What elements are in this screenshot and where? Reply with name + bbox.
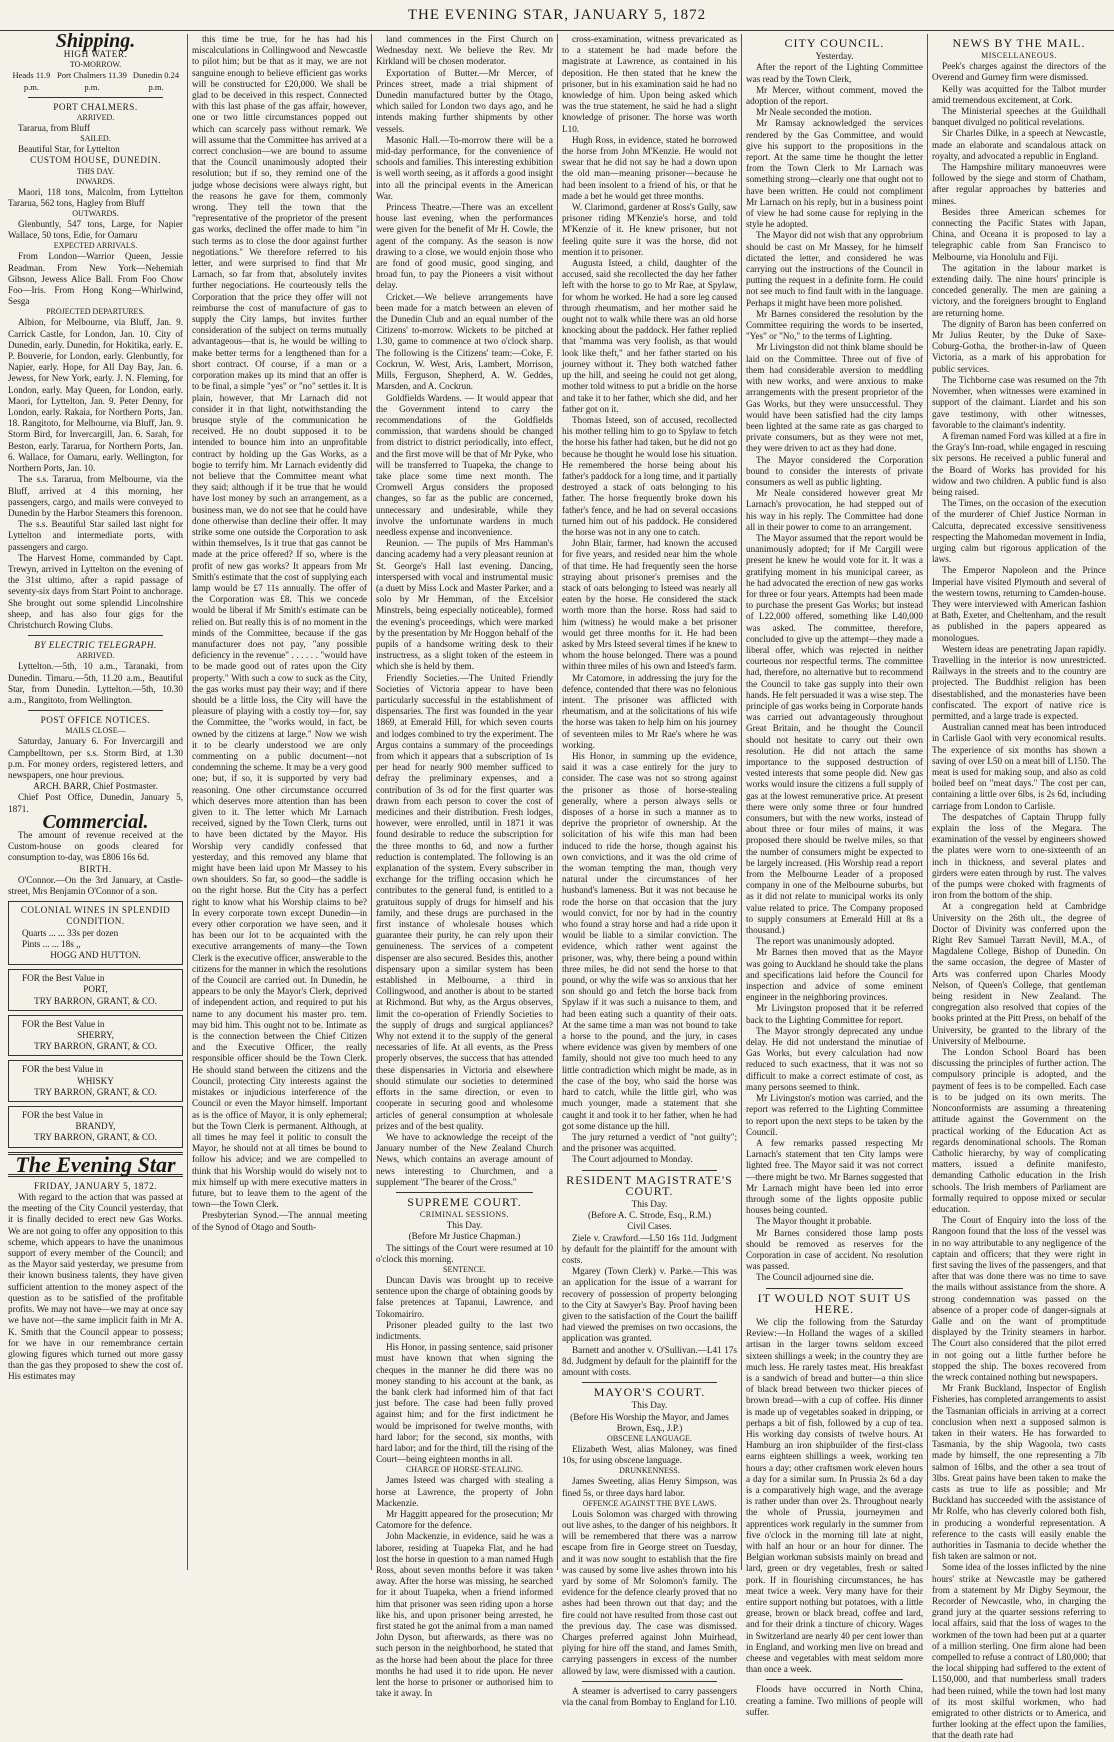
synod-continued: land commences in the First Church on Wednesday next. We believe the Rev. Mr Kirkland will be chosen moderator. <box>376 34 553 67</box>
sailed-text: Beautiful Star, for Lyttelton <box>18 144 120 155</box>
news-item: Some idea of the losses inflicted by the nine hours' strike at Newcastle may be gathered from a statement by Mr Digby Seymour, the Recorder of Newcastle, who, in charging the grand jury at the quarter sessions referring to local affairs, said that the loss of wages to the workmen of the town had been put at a quarter of a million sterling. One firm alone had been compelled to refuse a contract of L80,000; that the local shipping had suffered to the extent of L150,000, and that numberless small traders had been ruined, while the town had lost many of its most skilful workmen, who had emigrated to other districts or to America, and further looking at the effect upon the families, that the death rate had <box>932 1562 1106 1741</box>
steamer-para: A steamer is advertised to carry passengers via the canal from Bombay to England for L10. <box>562 1685 737 1708</box>
birth-heading: BIRTH. <box>79 863 112 874</box>
sailed-label: SAILED. <box>80 134 111 144</box>
outwards-text: Glenbuntly, 547 tons, Large, for Napier Wallace, 50 tons, Edie, for Oamaru <box>8 219 183 241</box>
drunkenness-label: DRUNKENNESS. <box>619 1466 680 1476</box>
advert-line: TRY BARRON, GRANT, & CO. <box>34 995 157 1006</box>
projected-label: PROJECTED DEPARTURES. <box>46 307 145 317</box>
horse-stealing-label: CHARGE OF HORSE-STEALING. <box>405 1465 524 1475</box>
court-text: Hugh Ross, in evidence, stated he borrowed the horse from John M'Kenzie. He would not swear that he did not say he had a down upon the old man—meaning prisoner—because he had been insolent to a friend of his, or that he made a bet he would get three months. <box>562 134 737 201</box>
commercial-heading: Commercial. <box>42 810 149 833</box>
advert-item: BRANDY, <box>75 1121 116 1132</box>
projected-text: Albion, for Melbourne, via Bluff, Jan. 9. Carrick Castle, for London, Jan. 10. City of Dunedin, early. Dunedin, for Hokitika, early. E. P. Bouverie, for London, early. Glenbuntly, for Napier, early. Hope, for All Day Bay, Jan. 6. Jewess, for New York, early. J. N. Fleming, for London, early. May Queen, for London, early. Maori, for Lyttelton, Jan. 9. Peter Denny, for London, early. Rakaia, for Northern Ports, Jan. 18. Rangitoto, for Melbourne, via Bluff, Jan. 9. Storm Bird, for Invercargill, Jan. 6. Sarah, for Beston, early. Tararua, for Northern Ports, Jan. 6. Wallace, for Oamaru, early. Wellington, for Northern Ports, Jan. 10. <box>8 317 183 474</box>
reunion-para: Reunion. — The pupils of Mrs Hamman's dancing academy had a very pleasant reunion at St. George's Hall last evening. Dancing, interspersed with vocal and instrumental music (a duett by Miss Lock and Master Parker, and a solo by Mr Hemman, of the Excelsior Minstrels, being especially noticeable), formed the evening's proceedings, which were marked by the presentation by Mr Hoggon behalf of the pupils of a handsome writing desk to their instructress, as a slight token of the esteem in which she is held by them. <box>376 538 553 672</box>
outwards-label: OUTWARDS. <box>72 209 119 219</box>
court-text: Mgarey (Town Clerk) v. Parke.—This was an application for the issue of a warrant for recovery of possession of property belonging to the City at Sawyer's Bay. Proof having been given to the satisfaction of the Court the bailiff had viewed the premises on two occasions, the application was granted. <box>562 1266 737 1344</box>
harvest-para: The Harvest Home, commanded by Capt. Trewyn, arrived in Lyttelton on the evening of the 31st ultimo, after a rapid passage of seventy-six days from Start Point to anchorage. She brought out some splendid Lincolnshire sheep, and has also four gigs for the Christchurch Rowing Clubs. <box>8 552 183 630</box>
tide-heads: Heads 11.9 p.m. <box>12 70 51 92</box>
council-text: Mr Livingston's motion was carried, and the report was referred to the Lighting Committee to report upon the next steps to be taken by the Council. <box>746 1093 923 1137</box>
advert-item: SHERRY, <box>77 1030 114 1041</box>
advert-line: FOR the best Value in <box>22 1064 103 1075</box>
council-text: Mr Livingston did not think blame should be laid on the Committee. Three out of five of them had considerable aversion to meddling with new works, and were anxious to make arrangements with the present proprietor of the Gas Works, but they were unsuccessful. They would have been satisfied had the city lamps been lighted at the same rate as gas charged to private consumers, but as they were not met, they were driven to act as they had done. <box>746 342 923 454</box>
news-item: The Times, on the occasion of the execution of the murderer of Chief Justice Norman in Calcutta, deprecated excessive sensitiveness respecting the Mahomedan movement in India, urging calm but rigorous application of the laws. <box>932 498 1106 565</box>
arrived-label: ARRIVED. <box>76 113 115 123</box>
wardens-para: Goldfields Wardens. — It would appear that the Government intend to carry the recommendations of the Goldfields commission, that wardens should be changed from district to district periodically, into effect, and the first move will be that of Mr Pyke, who will be transferred to Tuapeka, the change to take place some time next month. The Cromwell Argus considers the proposed changes, so far as the public are concerned, unnecessary and undesirable, while they involve the unfortunate wardens in much needless expense and inconvenience. <box>376 392 553 537</box>
advert-line: FOR the Best Value in <box>22 1018 105 1029</box>
council-text: Mr Barnes then moved that as the Mayor was going to Auckland he should take the plans and specifications laid before the Council for inspection and advice of some eminent engineer in the neighboring provinces. <box>746 947 923 1003</box>
shipping-heading: Shipping. <box>55 30 136 52</box>
obscene-label: OBSCENE LANGUAGE. <box>607 1433 692 1443</box>
news-item: At a congregation held at Cambridge University on the 26th ult., the degree of Doctor of Divinity was conferred upon the Right Rev Samuel Tarratt Nevill, M.A., of Magdalene College, Bishop of Dunedin. On the same occasion, the degree of Master of Arts was conferred upon Charles Moody Nelson, of Queen's College, that gentleman being resident in New Zealand. The congregation also resolved that copies of the books printed at the Pitt Press, on behalf of the University, be granted to the library of the University of Melbourne. <box>932 901 1106 1046</box>
miscellaneous-label: MISCELLANEOUS. <box>981 51 1057 61</box>
court-text: The Court adjourned to Monday. <box>572 1154 693 1165</box>
judge-label: (Before Mr Justice Chapman.) <box>408 1231 521 1242</box>
court-text: James Sweeting, alias Henry Simpson, was fined 5s, or three days hard labor. <box>562 1476 737 1498</box>
court-text: Augusta Isteed, a child, daughter of the accused, said she recollected the day her father left with the horse to go to Mr Rae, at Spylaw, for whom he worked. He had a sore leg caused through rheumatism, and her mother said he ought not to walk while there was an old horse knocking about the paddock. Her father replied that "mamma was very foolish, as that would look like theft," and her father started on his journey without it. They both watched father up the hill, and seeing he could not get along, mother told witness to put a bridle on the horse and take it to her father, which she did, and her father got on it. <box>562 258 737 414</box>
quarts-line: Quarts ... ... 33s per dozen <box>22 927 119 938</box>
court-text: Mr Haggitt appeared for the prosecution; Mr Catomore for the defence. <box>376 1509 553 1531</box>
masonic-para: Masonic Hall.—To-morrow there will be a mid-day performance, for the convenience of schools and families. This interesting exhibition is well worth seeing, as it affords a good insight into all the principal events in the American War. <box>376 134 553 201</box>
news-item: Sir Charles Dilke, in a speech at Newcastle, made an elaborate and scandalous attack on royalty, and advocated a republic in England. <box>932 128 1106 161</box>
brandy-advert <box>8 1106 183 1148</box>
post-office-heading: POST OFFICE NOTICES. <box>40 715 151 726</box>
news-item: The Ministerial speeches at the Guildhall banquet divulged no political revelations. <box>932 106 1106 128</box>
council-text: The report was unanimously adopted. <box>756 936 895 947</box>
leader-text: With regard to the action that was passed at the meeting of the City Council yesterday, that it is finally decided to erect new Gas Works. We are not going to offer any opposition to this scheme, which appears to have the unanimous support of every member of the Council; and as the Mayor said yesterday, we presume from their known business talents, they have given sufficient attention to the money aspect of the question as to be satisfied of the profitable profits. We may not have—we may at once say we have not—the same implicit faith in Mr A. K. Smith that the Council appear to possess; for we have in our remembrance certain glowing figures which turned out more gassy than the gas they proposed to shew the cost of. His estimates may <box>8 1192 183 1382</box>
column-2 <box>188 34 372 1570</box>
high-water-heading: HIGH WATER. <box>63 49 128 60</box>
court-text: John Mackenzie, in evidence, said he was a laborer, residing at Tuapeka Flat, and he had lost the horse in question to a man named Hugh Ross, about seven months before it was taken away. After the horse was missing, he searched for it about Tuapeka, when a friend informed him that prisoner was seen riding upon a horse like his, and upon prisoner being arrested, he first stated he got the animal from a man named John Dyson, but afterwards, as there was no such person in the neighborhood, he stated that as the horse had been about the place for three months he had used it to ride upon. He never lent the horse to prisoner or authorised him to take it away. In <box>376 1531 553 1699</box>
court-text: W. Clarimond, gardener at Ross's Gully, saw prisoner riding M'Kenzie's horse, and told M'Kenzie of it. He knew prisoner, but not feeling quite sure it was the horse, did not mention it to prisoner. <box>562 202 737 257</box>
council-text: The Council adjourned sine die. <box>756 1272 874 1283</box>
mails-close-label: MAILS CLOSE— <box>65 726 126 736</box>
advert-line: TRY BARRON, GRANT, & CO. <box>34 1086 157 1097</box>
court-text: John Blair, farmer, had known the accused for five years, and resided near him the whole of that time. He had frequently seen the horse straying about prisoner's premises and the stack of oats belonging to Isteed was nearly all eaten by the horse. He considered the stack worth more than the horse. Ross had said to him (witness) he would make a bet prisoner would get three months for it. He had been asked by Mrs Isteed several times if he knew to whom the house belonged. There was a pound within three miles of his own and Isteed's farm. <box>562 538 737 672</box>
council-text: The Mayor thought it probable. <box>756 1216 872 1227</box>
rm-court-heading: RESIDENT MAGISTRATE'S COURT. <box>566 1172 733 1198</box>
news-item: The Court of Enquiry into the loss of the Rangoon found that the loss of the vessel was in no way attributable to any negligence of the captain and officers; that they were right in first saving the lives of the passengers, and that after that was done there was no time to save the mails without assistance from the shore. A strong condemnation was passed on the absence of a proper code of danger-signals at Galle and on the want of promptitude displayed by the Trinity steamers in harbor. The Court also considered that the pilot erred in not going out a little further before he stopped the ship. The boxes recovered from the wreck contained nothing but newspapers. <box>932 1215 1106 1382</box>
yesterday-label: Yesterday. <box>815 51 854 62</box>
church-news-para: We have to acknowledge the receipt of the January number of the New Zealand Church News, which contains an average amount of news interesting to Churchmen, and a supplement "The bearer of the Cross." <box>376 1131 553 1187</box>
port-chalmers-heading: PORT CHALMERS. <box>53 101 138 112</box>
council-text: A few remarks passed respecting Mr Larnach's statement that ten City lamps were lighted free. The Mayor said it was not correct—there might be two. Mr Barnes suggested that Mr Larnach might have been led into error through some of the lights opposite public houses being counted. <box>746 1137 923 1216</box>
court-text: The sittings of the Court were resumed at 10 o'clock this morning. <box>376 1242 553 1264</box>
news-item: Western ideas are penetrating Japan rapidly. Travelling in the interior is now unrestricted. Railways in the streets and to the country are projected. The Buddhist religion has been disestablished, and the monasteries have been confiscated. The export of native rice is permitted, and a large trade is expected. <box>932 643 1106 721</box>
advert-line: FOR the best Value in <box>22 1110 103 1121</box>
news-item: The Tichborne case was resumed on the 7th November, when witnesses were examined in support of the claimant. Liardet and his son gave testimony, with other witnesses, favorable to the claimant's indentity. <box>932 374 1106 430</box>
news-item: A fireman named Ford was killed at a fire in the Gray's Inn-road, while engaged in rescuing six persons. He received a public funeral and the Board of Works has provided for his widow and two children. A public fund is also being raised. <box>932 430 1106 497</box>
column-4 <box>558 34 742 1708</box>
news-item: Besides three American schemes for connecting the Pacific States with Japan, China, and Oceana it is proposed to lay a telegraphic cable from San Francisco to Melbourne, via Honolulu and Fiji. <box>932 206 1106 262</box>
criminal-sessions-heading: CRIMINAL SESSIONS. <box>419 1210 510 1220</box>
masthead: THE EVENING STAR, JANUARY 5, 1872 <box>0 0 1114 31</box>
column-5 <box>742 34 928 1717</box>
inwards-text: Maori, 118 tons, Malcolm, from Lyttelton Tararua, 562 tons, Hagley from Bluff <box>8 186 183 208</box>
expected-text: From London—Warrior Queen, Jessie Readman. From New York—Nehemiah Gibson, Jewess Alice Ball. From Foo Chow Foo—Iris. From Hong Kong—Whirlwind, Sesga <box>8 251 183 307</box>
news-item: Mr Frank Buckland, Inspector of English Fisheries, has completed arrangements to assist the Tasmanian officials in arriving at a correct conclusion when next a supposed salmon is taken in their waters. He has forwarded to Tasmania, by the ship Wagoola, two casts made by himself, the one representing a 7lb salmon of 16lbs, and the other a sea trout of 3lbs. Great pains have been taken to make the casts as true to life as possible; and Mr Buckland has succeeded with the assistance of Mr Rolfe, who has cleverly colored both fish, in producing a wonderful representation. A reference to the casts will easily enable the authorities in Tasmania to decide whether the fish taken are salmon or not. <box>932 1383 1107 1562</box>
pints-line: Pints ... ... 18s ,, <box>22 938 81 949</box>
bye-laws-label: OFFENCE AGAINST THE BYE LAWS. <box>582 1498 717 1508</box>
paper-title: The Evening Star <box>15 1151 176 1177</box>
inwards-label: INWARDS. <box>76 176 115 186</box>
column-6 <box>928 34 1110 1741</box>
this-day-label: This Day. <box>446 1220 483 1231</box>
arrived-text: Tararua, from Bluff <box>18 123 90 134</box>
birth-text: O'Connor.—On the 3rd January, at Castle-street, Mrs Benjamin O'Connor of a son. <box>8 874 183 896</box>
custom-house-heading: CUSTOM HOUSE, DUNEDIN. <box>30 155 161 166</box>
advert-item: WHISKY <box>77 1075 114 1086</box>
postmaster: ARCH. BARR, Chief Postmaster. <box>33 781 158 792</box>
paper-date: FRIDAY, JANUARY 5, 1872. <box>34 1180 157 1191</box>
sentence-label: SENTENCE. <box>443 1264 486 1274</box>
wines-headline: COLONIAL WINES IN SPLENDID CONDITION. <box>20 905 171 927</box>
column-3 <box>372 34 558 1699</box>
city-council-heading: CITY COUNCIL. <box>784 36 885 50</box>
butter-para: Exportation of Butter.—Mr Mercer, of Princes street, made a trial shipment of Dunedin manufactured butter by the Otago, which sailed for London two days ago, and he intends making further shipments by other vessels. <box>376 67 553 134</box>
court-text: Mr Catomore, in addressing the jury for the defence, contended that there was no felonious intent. The prisoner was afflicted with rheumatism, and at the solicitations of his wife the horse was taken to help him on his journey of seventeen miles to Mr Rae's where he was working. <box>562 672 737 750</box>
advert-item: PORT, <box>83 984 108 995</box>
court-text: His Honor, in summing up the evidence, said it was a case entirely for the jury to consider. The case was not so strong against the prisoner as those of horse-stealing generally, where a person always sells or disposes of a horse in such a manner as to deprive the proprietor of ownership. At the solicitation of his wife this man had been induced to ride the horse, though against his own convictions, and it was the old crime of the woman tempting the man, though very natural under the circumstances of her husband's lameness. But it was not because he rode the horse on that occasion that the jury would convict, for nor by had in the country who found a stray horse and had a ride upon it would be liable to a similar conviction. The evidence, which rather went against the prisoner, was, why, there being a pound within three miles, he did not send the horse to that pound, or why the wife was so anxious that her son should go and fetch the horse back from Spylaw if it was such a nuisance to them, and had been eating such a quantity of their oats. At the same time a man was not bound to take a horse to the pound, and the jury, in cases where evidence was given by members of one family, should not give too much heed to any little contradiction which might be made, as in the case of the boy, who said the horse was hard to catch, while the little girl, who was much younger, made a statement that she caught it and took it to her father, when he had got some distance up the hill. <box>562 751 737 1131</box>
commercial-text: The amount of revenue received at the Custom-house on goods cleared for consumption to-day, was £806 16s 6d. <box>8 829 183 863</box>
telegraph-heading: BY ELECTRIC TELEGRAPH. <box>34 640 157 651</box>
tomorrow-label: TO-MORROW. <box>69 60 122 70</box>
tide-dunedin: Dunedin 0.24 p.m. <box>132 70 180 92</box>
post-text: Saturday, January 6. For Invercargill and Campbelltown, per s.s. Storm Bird, at 1.30 p.m. For money orders, registered letters, and newspapers, one hour previous. <box>8 736 183 780</box>
beautiful-star-para: The s.s. Beautiful Star sailed last night for Lyttelton and intermediate ports, with passengers and cargo. <box>8 519 183 552</box>
news-item: Australian canned meat has been introduced in Carlisle Gaol with very economical results. The experience of six months has shown a saving of over L50 on a meat bill of L150. The meat is used for making soup, and also as cold boiled beef on "meat days." The cost per can, containing a little over 6lbs, is 2s 6d, including carriage from London to Carlisle. <box>932 722 1106 811</box>
council-text: The Mayor assumed that the report would be unanimously adopted; for if Mr Cargill were present he knew he would vote for it. It was a gratifying moment in his municipal career, as he had advocated the erection of new gas works for three or four years. Attempts had been made to purchase the present Gas Works; but instead of L22,000 offered, something like L40,000 was asked. The committee, therefore, concluded to give up the attempt—they made a liberal offer, which was rejected in neither courteous nor respectful terms. The committee had, therefore, no alternative but to recommend the Council to take gas supply into their own hands. He felt persuaded it was a wise step. The principle of gas works being in Corporate hands was carried out advantageously throughout Great Britain, and he thought the Council should not hesitate to carry out their own resolution. He did not attach the same importance to the supposed destruction of vested interests that some people did. New gas works would insure the citizens a full supply of gas at the lowest remunerative price. At present there were only some three or four hundred consumers, but with the new works, instead of about three or four miles of mains, it was proposed there should be twelve miles, so that the number of consumers might be expected to be largely increased. (His Worship read a report from the Melbourne Leader of a proposed company in one of the Melbourne suburbs, but as it did not relate to municipal works its only value related to price. The Company proposed to supply consumers at Emerald Hill at 8s a thousand.) <box>746 532 923 936</box>
synod-para: Presbyterian Synod.—The annual meeting of the Synod of Otago and South- <box>192 1210 367 1232</box>
court-text: Louis Solomon was charged with throwing out live ashes, to the danger of his neighbors. It will be remembered that there was a narrow escape from fire in George street on Tuesday, and it was now sought to establish that the fire was caused by some live ashes thrown into his yard by some of Mr Solomon's family. The evidence for the defence clearly proved that no ashes had been thrown out that day; and the fire could not have resulted from those cast out the previous day. The case was dismissed. Charges preferred against John Muirhead, plying for hire off the stand, and James Smith, carrying passengers in excess of the number allowed by law, were dismissed with a caution. <box>562 1508 737 1676</box>
news-item: The agitation in the labour market is extending daily. The nine hours' principle is conceded generally. The men are gaining a victory, and the foreigners brought to England are returning home. <box>932 262 1106 318</box>
court-text: His Honor, in passing sentence, said prisoner must have known that when signing the cheques in the manner he did there was no money standing to his account at the bank, as the bank clerk had informed him of that fact just before. The case had been fully proved against him; and for the first indictment he would be imprisoned for twelve months, with hard labor; for the second, six months, with hard labor; and for the third, till the rising of the Court—being eighteen months in all. <box>376 1342 553 1465</box>
news-item: The London School Board has been discussing the principles of further action. The compulsory principle is adopted, and the payment of fees is to be compelled. Each case is to be judged on its own merits. The Nonconformists are assuming a threatening attitude against the Government on the practical working of the Education Act as regards denominational schools. The Roman Catholic hierarchy, by way of complicating matters, issued a definite manifesto, demanding Catholic education in the Irish schools. The Irish members of Parliament are formally required to oppose mixed or secular education. <box>932 1047 1106 1214</box>
council-text: Mr Neale considered however great Mr Larnach's provocation, he had stepped out of his way in his reply. The Committee had done all in their power to come to an arrangement. <box>746 488 923 532</box>
council-text: Mr Ramsay acknowledged the services rendered by the Gas Committee, and would give his support to the propositions in the report. At the same time he thought the letter from the Town Clerk to Mr Larnach was something strong—clearly one that ought not to have been written. He could not compliment Mr Larnach on his reply, but in a business point of view he had some cause for replying in the style he adopted. <box>746 118 923 230</box>
news-by-mail-heading: NEWS BY THE MAIL. <box>952 36 1086 50</box>
council-text: Mr Neale seconded the motion. <box>756 107 872 118</box>
tide-table <box>8 70 183 92</box>
court-text: Duncan Davis was brought up to receive sentence upon the charge of obtaining goods by false pretences at Tapanui, Lawrence, and Tokomairiro. <box>376 1274 553 1319</box>
court-text: cross-examination, witness prevaricated as to a statement he had made before the magistrate at Lawrence, as contained in his deposition. He then stated that he knew the prisoner, but in his examination said he had no knowledge of him. Upon being asked which was the true statement, he said he had a slight knowledge of prisoner. The horse was worth L10. <box>562 34 737 134</box>
theatre-para: Princess Theatre.—There was an excellent house last evening, when the performances were given for the benefit of Mr H. Cowle, the agent of the company. As the season is now drawing to a close, we would enjoin those who are fond of good music, good singing, and broad fun, to pay the Pioneers a visit without delay. <box>376 202 553 291</box>
tel-arrived-text: Lyttelton.—5th, 10 a.m., Taranaki, from Dunedin. Timaru.—5th, 11.20 a.m., Beautiful Star, from Dunedin. Lyttelton.—5th, 10.30 a.m., Rangitoto, from Wellington. <box>8 661 183 705</box>
court-text: Thomas Isteed, son of accused, recollected his mother telling him to go to Spylaw to fetch the horse his father had taken, but he did not go because he thought he would lose his situation. He remembered the horse being about his father's paddock for a long time, and it partially destroyed a stack of oats belonging to his father. The horse frequently broke down his father's fence, and he had on several occasions turned him out of his paddock. He considered the horse was not in any one to catch. <box>562 414 737 537</box>
whisky-advert <box>8 1060 183 1102</box>
floods-text: Floods have occurred in North China, creating a famine. Two millions of people will suffer. <box>746 1684 923 1717</box>
civil-cases-label: Civil Cases. <box>627 1221 672 1232</box>
port-advert <box>8 969 183 1011</box>
tel-arrived-label: ARRIVED. <box>76 651 115 661</box>
news-item: The despatches of Captain Thrupp fully explain the loss of the Megara. The examination of the vessel by engineers showed the plates were worn to one-sixteenth of an inch in thickness, and several plates and girders were eaten through by rust. The valves of the pumps were choked with fragments of iron from the bottom of the ship. <box>932 811 1106 901</box>
court-text: The jury returned a verdict of "not guilty"; and the prisoner was acquitted. <box>562 1131 737 1154</box>
hogg-hutton: HOGG AND HUTTON. <box>50 950 141 961</box>
friendly-societies-para: Friendly Societies.—The United Friendly Societies of Victoria appear to have been particularly successful in the establishment of dispensaries. The first was founded in the year 1869, at Emerald Hill, for which seven courts and lodges combined to try the experiment. The Argus contains a summary of the proceedings from which it appears that a subscription of 1s per head for nearly 900 member sufficed to defray the preliminary expenses, and a contribution of 3s od for the first quarter was drawn from each person to cover the cost of medicines and their distribution. Fresh lodges, however, were enrolled, until in 1871 it was found desirable to reduce the subscription for the three months to 6d, and now a further reduction is contemplated. The following is an explanation of the system. Every subscriber in exchange for the trifling occasion which he contributes to the general fund, is entitled to a gratuitous supply of drugs for himself and his family, and these drugs are purchased in the first instance of wholesale houses which guarantee their purity, he can rely upon their genuineness. The services of a competent dispenser are also secured. Besides this, another dispensary upon a similar system has been established in Melbourne, a third in Collingwood, and another is about to be started at Richmond. But why, as the Argus observes, limit the co-operation of Friendly Societies to the supply of drugs and surgical appliances? Why not extend it to the supply of the general necessaries of life. At all events, as the Press properly observes, the success that has attended these dispensaries in Victoria and elsewhere should stimulate our societies to determined efforts in the same direction, or even to cooperate in securing good and wholesome articles of general consumption at wholesale prizes and of the best quality. <box>376 672 553 1131</box>
advert-line: TRY BARRON, GRANT, & CO. <box>34 1132 157 1143</box>
news-item: The Emperor Napoleon and the Prince Imperial have visited Plymouth and several of the western towns, returning to Camden-house. They were interviewed with American fashion at Bath, Exeter, and Cheltenham, and the result as published in the papers appeared as monologues. <box>932 565 1106 643</box>
column-1 <box>4 30 188 1570</box>
council-text: After the report of the Lighting Committee was read by the Town Clerk, <box>746 62 923 84</box>
court-text: James Isteed was charged with stealing a horse at Lawrence, the property of John Mackenzie. <box>376 1475 553 1508</box>
news-item: Kelly was acquitted for the Talbot murder amid tremendous excitement, at Cork. <box>932 83 1106 105</box>
council-text: Mr Mercer, without comment, moved the adoption of the report. <box>746 84 923 107</box>
court-text: Barnett and another v. O'Sullivan.—L41 17s 8d. Judgment by default for the plaintiff for the amount with costs. <box>562 1344 737 1377</box>
council-text: The Mayor considered the Corporation bound to consider the interests of private consumers as well as public lighting. <box>746 454 923 487</box>
tide-port: Port Chalmers 11.39 p.m. <box>57 70 127 92</box>
mayor-judge-label: (Before His Worship the Mayor, and James Brown, Esq., J.P.) <box>570 1411 729 1433</box>
cricket-para: Cricket.—We believe arrangements have been made for a match between an eleven of the Dunedin Club and an equal number of the Citizens' to-morrow. Wickets to be pitched at 1.30, game to commence at two o'clock sharp. The following is the Citizens' team:—Coke, F. Cockrun, W. West, Aris, Lambert, Morrison, Mills, Ferguson, Shepherd, A. W. Geddes, Marsden, and A. Cockrun. <box>376 291 553 392</box>
rm-judge-label: (Before A. C. Strode, Esq., R.M.) <box>588 1210 711 1221</box>
advert-line: TRY BARRON, GRANT, & CO. <box>34 1041 157 1052</box>
news-item: The Hampshire military manoeuvres were followed by the siege and storm of Chatham, after regular approaches by batteries and mines. <box>932 162 1106 206</box>
council-text: The Mayor strongly deprecated any undue delay. He did not understand the minutiae of Gas Works, but every calculation had now reduced to such exactness, that it was not so difficult to make a correct estimate of cost, as many persons seemed to think. <box>746 1025 923 1092</box>
would-not-suit-heading: IT WOULD NOT SUIT US HERE. <box>757 1290 912 1316</box>
wages-text: We clip the following from the Saturday Review:—In Holland the wages of a skilled artisan in the larger towns seldom exceed sixteen shillings a week; in the country they are much less. He rarely tastes meat. His breakfast is a sandwich of bread and butter—a thin slice of black bread between two thicker pieces of brown bread—with a cup of coffee. His dinner is made up of vegetables soaked in dripping, or perhaps a bit of fish, followed by a cup of tea. His working day consists of twelve hours. At Hamburg an iron shipbuilder of the first-class earns eighteen shillings a week, working ten hours a day; other craftsmen work eleven hours a day for a similar sum. In Prussia 2s 6d a day is a comparatively high wage, and the average is rather under than over 2s. Throughout nearly the whole of Prussia, journeymen and apprentices work regularly in the summer from five o'clock in the morning till late at night, with half an hour or an hour for dinner. The Belgian workman subsists mainly on bread and lard, green or dry vegetables, fresh or salted pork. If in flourishing circumstances, he has meat twice a week. Very many have for their entire support nothing but potatoes, with a little grease, brown or black bread, coffee and lard, and for their drink a tincture of chicory. Wages in Switzerland are nearly 40 per cent lower than in England, and working men live on bread and cheese and vegetables with meat seldom more than once a week. <box>746 1316 923 1675</box>
council-text: The Mayor did not wish that any opprobrium should be cast on Mr Massey, for he himself dictated the letter, and considered he was carrying out the instructions of the Council in putting the request in a definite form. He could not see much to find fault with in the language. Perhaps it might have been more polished. <box>746 230 923 308</box>
sherry-advert <box>8 1015 183 1057</box>
court-text: Prisoner pleaded guilty to the last two indictments. <box>376 1319 553 1341</box>
council-text: Mr Livingston proposed that it be referred back to the Lighting Committee for report. <box>746 1003 923 1025</box>
mayors-court-heading: MAYOR'S COURT. <box>593 1385 706 1400</box>
advert-line: FOR the Best Value in <box>22 973 105 984</box>
court-text: Elizabeth West, alias Maloney, was fined 10s, for using obscene language. <box>562 1443 737 1466</box>
this-day-label: This Day. <box>631 1198 668 1209</box>
news-item: The dignity of Baron has been conferred on Mr Julius Reuter, by the Duke of Saxe-Coburg-Gotha, the brother-in-law of Queen Victoria, as a mark of his approbation for public services. <box>932 318 1106 374</box>
leader-continued: this time be true, for he has had his miscalculations in Collingwood and Newcastle to pilot him; but be that as it may, we are not sanguine enough to believe efficient gas works will be constructed for £20,000. We shall be glad to be deceived in this respect. Connected with this last phase of the gas affair, however, one or two little circumstances popped out which can scarcely pass without remark. We will assume that the Committee has arrived at a correct conclusion—we are bound to assume that the Council unanimously adopted their resolution; but if so, they remind one of the judge whose decisions were always right, but the reasons he gave for them, commonly wrong. They tell the town that the "representative of the proprietor of the present gas works, declined the offer made to him "in such terms as to close the door against further negotiations." We therefore referred to his letter, and were surprised to find that Mr Larnach, so far from that, absolutely invites further negociations. He courteously tells the Corporation that the price they offer will not reimburse the cost of manufacture of gas to supply the City lamps, but invites further consideration of the subject on terms mutually advantageous—that is, he would be willing to make better terms for a lengthened than for a short contract. Of course, if a man or a corporation makes up its mind that an offer is to be final, a simple "yes" or "no" settles it. It is plain, however, that Mr Larnach did not consider it in that light, notwithstanding the brusque style of the communication he received. He no doubt supposed it to be intended to bounce him into an unprofitable contract by holding up the Gas Works, as a bogie to terrify him. Mr Larnach evidently did not believe that the Committee meant what they said; although if it be true that he would have lost money by such an arrangement, as a business man, we do not see that he could have done otherwise than decline their offer. It may strike some one outside the Corporation to ask within themselves, Is it true that gas cannot be made at the price offered? If so, where is the profit of new gas works? It appears from Mr Smith's estimate that the cost of supplying each lamp would be £7 11s annually. The offer of the Corporation was £8. This we concede would be liberal if Mr Smith's estimate can be relied on. But really this is of no moment in the minds of the Committee, because if the gas manufacturer does not pay, "any possible deficiency in the revenue" . . . . . . "would have to be made good out of rates upon the City property." With such a cow to suck as the City, the gas works must pay their way; and if there should be a little loss, the City will have the pleasure of playing with a costly toy—for, say the Committee, the "works would, in fact, be owned by the citizens at large." Now we wish it to be clearly understood we are only commenting on a public document—not condemning the scheme. It may be a very good one; but, if so, it is supported by very bad reasoning. One other circumstance occurred which deserves more attention than has been given to it. The letter which Mr Larnach received, signed by the Town Clerk, turns out to have been dictated by the Mayor. His Worship very candidly confessed that yesterday, and this removed any blame that might have been laid upon Mr Massey to his own shoulders. So far, so good—the saddle is on the right horse. But the City has a perfect right to know what his Worship claims to be? In every corporate town except Dunedin—in every other corporation we have seen, and it has been our lot to be acquainted with the executive arrangements of many—the Town Clerk is the executive officer, answerable to the citizens for the manner in which the resolutions of the Council are carried out. In Dunedin, he appears to be only the Mayor's Clerk, deprived of independent action, and required to put his name to any document his master pro. tem. may bid him. This ought not to be. Intimate as is the connection between the Chief Citizen and the Executive Officer, the really responsible officer should be the Town Clerk. He should stand between the citizens and the Council, protecting City interests against the mistakes or injudicious interference of the Council or even the Mayor himself. Important as is the office of Mayor, it is only ephemeral; but the Town Clerk is permanent. Although, at all times he may feel it politic to consult the Mayor, he should not at all times be bound to follow his advice; and we are compelled to think that his Worship would do wisely not to mix himself up with mere executive matters in future, but to leave them to the agent of the town—the Town Clerk. <box>192 34 367 1210</box>
tararua-para: The s.s. Tararua, from Melbourne, via the Bluff, arrived at 4 this morning, her passengers, cargo, and mails were conveyed to Dunedin by the Harbor Steamers this forenoon. <box>8 474 183 518</box>
supreme-court-heading: SUPREME COURT. <box>407 1194 522 1209</box>
expected-label: EXPECTED ARRIVALS. <box>53 241 138 251</box>
council-text: Mr Barnes considered the resolution by the Committee requiring the words to be inserted, "Yes" or "No," to the terms of Lighting. <box>746 308 923 342</box>
court-text: Ziele v. Crawford.—L50 16s 11d. Judgment by default for the plaintiff for the amount with costs. <box>562 1232 737 1265</box>
this-day-label: This Day. <box>631 1400 668 1411</box>
wines-advert <box>8 901 183 965</box>
news-item: Peek's charges against the directors of the Overend and Gurney firm were dismissed. <box>932 61 1106 83</box>
this-day-label: THIS DAY. <box>76 166 115 176</box>
post-date: Chief Post Office, Dunedin, January 5, 1871. <box>8 792 183 814</box>
council-text: Mr Barnes considered those lamp posts should be removed as reserves for the Corporation in case of accident. No resolution was passed. <box>746 1227 923 1272</box>
